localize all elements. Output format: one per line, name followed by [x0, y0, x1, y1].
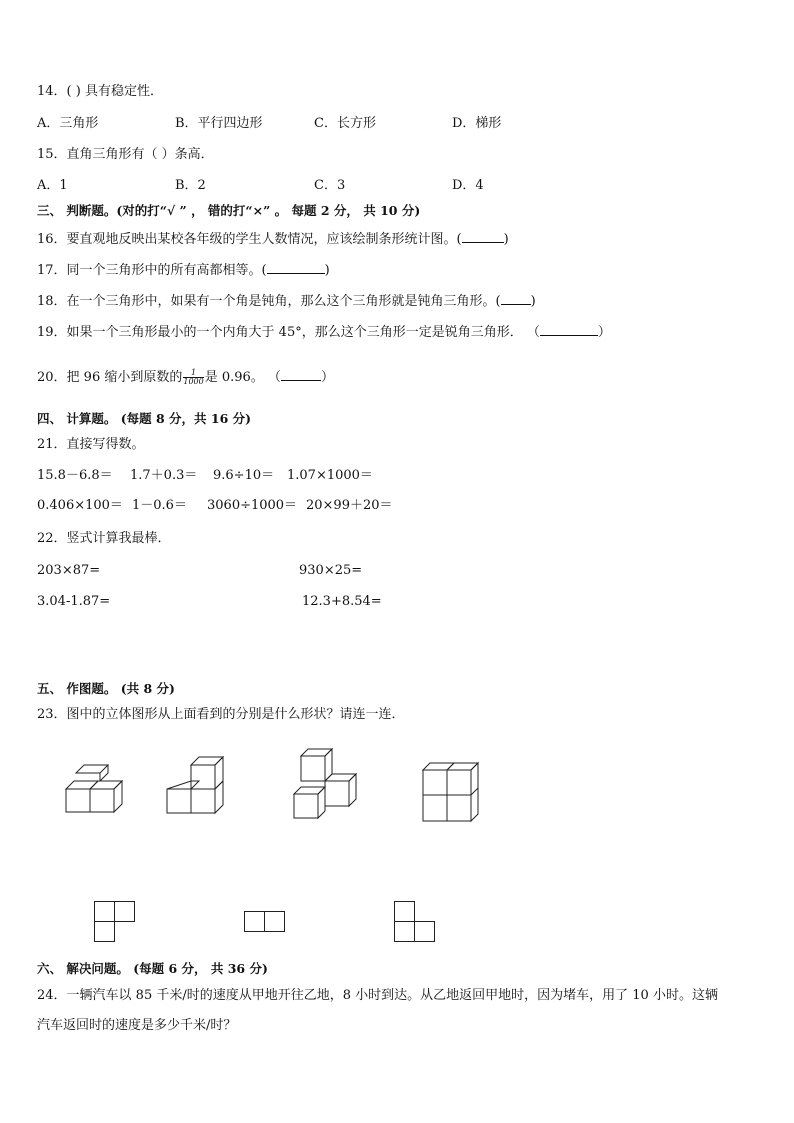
- q22-item-4: 12.3+8.54=: [302, 594, 382, 609]
- section-5-title: 五、 作图题。 (共 8 分): [37, 681, 175, 696]
- q23-text: 23．图中的立体图形从上面看到的分别是什么形状？请连一连．: [37, 707, 405, 722]
- solid-figure-3: [290, 748, 360, 820]
- q14-option-d: D．梯形: [452, 116, 502, 131]
- q21-calc-2: 1.7＋0.3＝: [130, 468, 198, 483]
- q21-text: 21．直接写得数。: [37, 437, 145, 452]
- q20-close: ）: [320, 370, 334, 385]
- q20-after: 是 0.96。 （: [204, 370, 281, 385]
- q16-text: 16．要直观地反映出某校各年级的学生人数情况，应该绘制条形统计图。(: [37, 232, 462, 247]
- q17-text: 17．同一个三角形中的所有高都相等。(: [37, 263, 267, 278]
- q21-calc-4: 1.07×1000＝: [287, 468, 373, 483]
- q15-option-d: D．4: [452, 178, 484, 193]
- q21-calc-8: 20×99＋20＝: [306, 498, 393, 513]
- q21-calc-3: 9.6÷10＝: [213, 468, 275, 483]
- q19-close: ）: [597, 325, 611, 340]
- q22-text: 22．竖式计算我最棒．: [37, 531, 171, 546]
- section-3-title: 三、 判断题。(对的打“√ ” ， 错的打“×” 。 每题 2 分， 共 10 分): [37, 203, 421, 218]
- q17-answer-blank[interactable]: [267, 261, 325, 274]
- q15-option-a: A．1: [37, 178, 68, 193]
- q15-option-c: C．3: [314, 178, 346, 193]
- q16-close: ): [503, 232, 509, 247]
- q21-calc-7: 3060÷1000＝: [207, 498, 298, 513]
- q14-option-c: C．长方形: [314, 116, 376, 131]
- q24-line-2: 汽车返回时的速度是多少千米/时？: [37, 1018, 237, 1033]
- q19-answer-blank[interactable]: [540, 323, 598, 336]
- top-view-3: [394, 901, 438, 945]
- q17-line: [37, 261, 330, 279]
- q19-line: [37, 323, 611, 341]
- q18-text: 18．在一个三角形中，如果有一个角是钝角，那么这个三角形就是钝角三角形。(: [37, 294, 501, 309]
- q21-calc-5: 0.406×100＝: [37, 498, 123, 513]
- q18-close: ): [530, 294, 536, 309]
- q20-fraction-numerator: 1: [183, 369, 203, 378]
- q18-answer-blank[interactable]: [501, 292, 531, 305]
- q21-calc-1: 15.8－6.8＝: [37, 468, 113, 483]
- q16-line: [37, 230, 509, 248]
- q20-fraction: [183, 369, 203, 386]
- q18-line: [37, 292, 536, 310]
- q14-text: 14．( ) 具有稳定性．: [37, 84, 163, 99]
- q20-answer-blank[interactable]: [281, 368, 321, 381]
- q22-item-2: 930×25=: [299, 563, 363, 578]
- q14-option-a: A．三角形: [37, 116, 99, 131]
- q15-option-b: B．2: [175, 178, 206, 193]
- q22-item-3: 3.04-1.87=: [37, 594, 111, 609]
- section-4-title: 四、 计算题。 (每题 8 分，共 16 分): [37, 411, 252, 426]
- q20-before: 20．把 96 缩小到原数的: [37, 370, 183, 385]
- q16-answer-blank[interactable]: [462, 230, 504, 243]
- solid-figure-4: [420, 762, 486, 826]
- q24-line-1: 24．一辆汽车以 85 千米/时的速度从甲地开往乙地，8 小时到达。从乙地返回甲地时，因为堵车，用了 10 小时。这辆: [37, 988, 718, 1003]
- q15-text: 15．直角三角形有（ ）条高．: [37, 147, 214, 162]
- solid-figure-1: [60, 765, 130, 815]
- q20-line: [37, 368, 334, 386]
- solid-figure-2: [164, 756, 234, 816]
- top-view-1: [94, 901, 138, 945]
- q20-fraction-denominator: 1000: [183, 377, 204, 386]
- q22-item-1: 203×87=: [37, 563, 101, 578]
- q14-option-b: B．平行四边形: [175, 116, 263, 131]
- section-6-title: 六、 解决问题。 (每题 6 分， 共 36 分): [37, 961, 268, 976]
- q17-close: ): [324, 263, 330, 278]
- q19-text: 19．如果一个三角形最小的一个内角大于 45°，那么这个三角形一定是锐角三角形． （: [37, 325, 540, 340]
- top-view-2: [244, 911, 288, 935]
- q21-calc-6: 1－0.6＝: [132, 498, 187, 513]
